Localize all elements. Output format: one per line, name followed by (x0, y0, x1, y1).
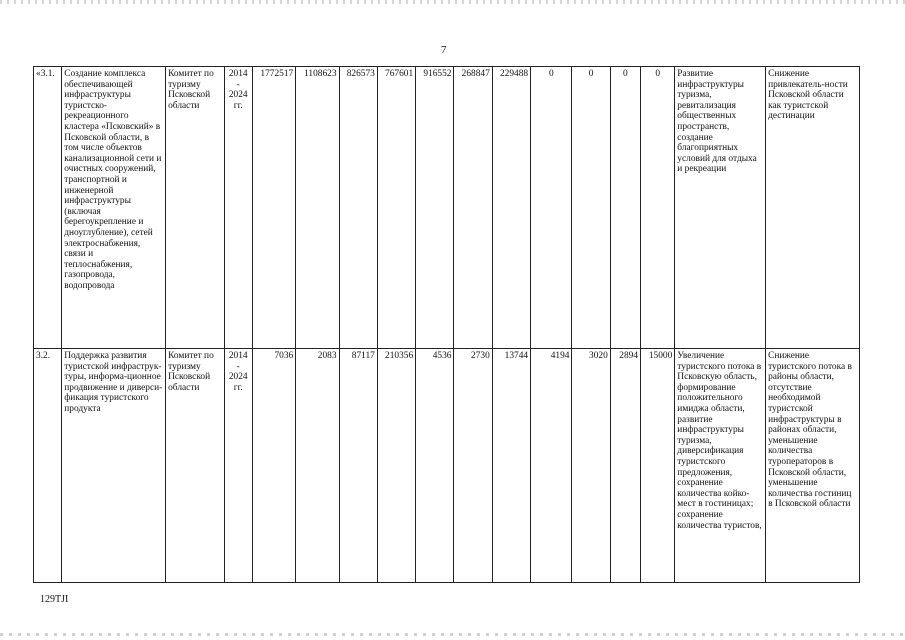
value-cell: 87117 (339, 349, 377, 583)
value-cell: 2083 (296, 349, 339, 583)
period-start: 2014 (228, 351, 248, 361)
value-cell: 13744 (492, 349, 530, 583)
scan-edge-top (0, 0, 905, 4)
row-number: «3.1. (34, 67, 62, 349)
value-cell: 268847 (454, 67, 492, 349)
period-end: 2024 (228, 372, 248, 383)
measure-name: Поддержка развития туристской инфраструк-туры, информа-ционное продвижение и диверси-фикация туристского продукта (62, 349, 166, 583)
value-cell: 210356 (377, 349, 415, 583)
value-cell: 229488 (492, 67, 530, 349)
page-number: 7 (441, 44, 447, 56)
expected-result: Развитие инфраструктуры туризма, ревитализация общественных пространств, создание благоприятных условий для отдыха и рекреации (675, 67, 766, 349)
non-implementation-consequence: Снижение привлекатель-ности Псковской области как туристской дестинации (766, 67, 860, 349)
executor: Комитет по туризму Псковской области (166, 67, 224, 349)
period-end: 2024 (228, 90, 248, 101)
non-implementation-consequence: Снижение туристского потока в районы области, отсутствие необходимой туристской инфраструктуры в районах области, уменьшение количества туроператоров в Псковской области, уменьшение количества гостиниц в Псковской области (766, 349, 860, 583)
row-number: 3.2. (34, 349, 62, 583)
measure-name: Создание комплекса обеспечивающей инфраструктуры туристско-рекреационного кластера «Псковский» в Псковской области, в том числе объектов канализационной сети и очистных сооружений, транспортной и инженерной инфраструктуры (включая берегоукрепление и дноуглубление), сетей электроснабжения, связи и теплоснабжения, газопровода, водопровода (62, 67, 166, 349)
value-cell: 7036 (252, 349, 295, 583)
scan-edge-bottom (0, 633, 905, 636)
value-cell: 0 (531, 67, 572, 349)
value-cell: 3020 (572, 349, 610, 583)
value-cell: 0 (641, 67, 675, 349)
value-cell: 826573 (339, 67, 377, 349)
table-row (34, 67, 860, 349)
value-cell: 0 (572, 67, 610, 349)
period-start: 2014 (228, 69, 248, 79)
value-cell: 2730 (454, 349, 492, 583)
period-unit: гг. (233, 382, 243, 393)
table-row (34, 349, 860, 583)
program-table (33, 66, 860, 583)
value-cell: 0 (610, 67, 640, 349)
period (224, 67, 252, 349)
executor: Комитет по туризму Псковской области (166, 349, 224, 583)
value-cell: 4536 (416, 349, 454, 583)
value-cell: 1108623 (296, 67, 339, 349)
footer-code: 129TJI (40, 594, 69, 605)
value-cell: 1772517 (252, 67, 295, 349)
value-cell: 15000 (641, 349, 675, 583)
period-unit: гг. (233, 100, 243, 111)
period (224, 349, 252, 583)
value-cell: 2894 (610, 349, 640, 583)
value-cell: 916552 (416, 67, 454, 349)
value-cell: 767601 (377, 67, 415, 349)
period-dash: - (236, 361, 240, 372)
expected-result: Увеличение туристского потока в Псковскую область, формирование положительного имиджа области, развитие инфраструктуры туризма, диверсификация туристского предложения, сохранение количества койко-мест в гостиницах; сохранение количества туристов, (675, 349, 766, 583)
value-cell: 4194 (531, 349, 572, 583)
period-dash: - (236, 79, 240, 90)
